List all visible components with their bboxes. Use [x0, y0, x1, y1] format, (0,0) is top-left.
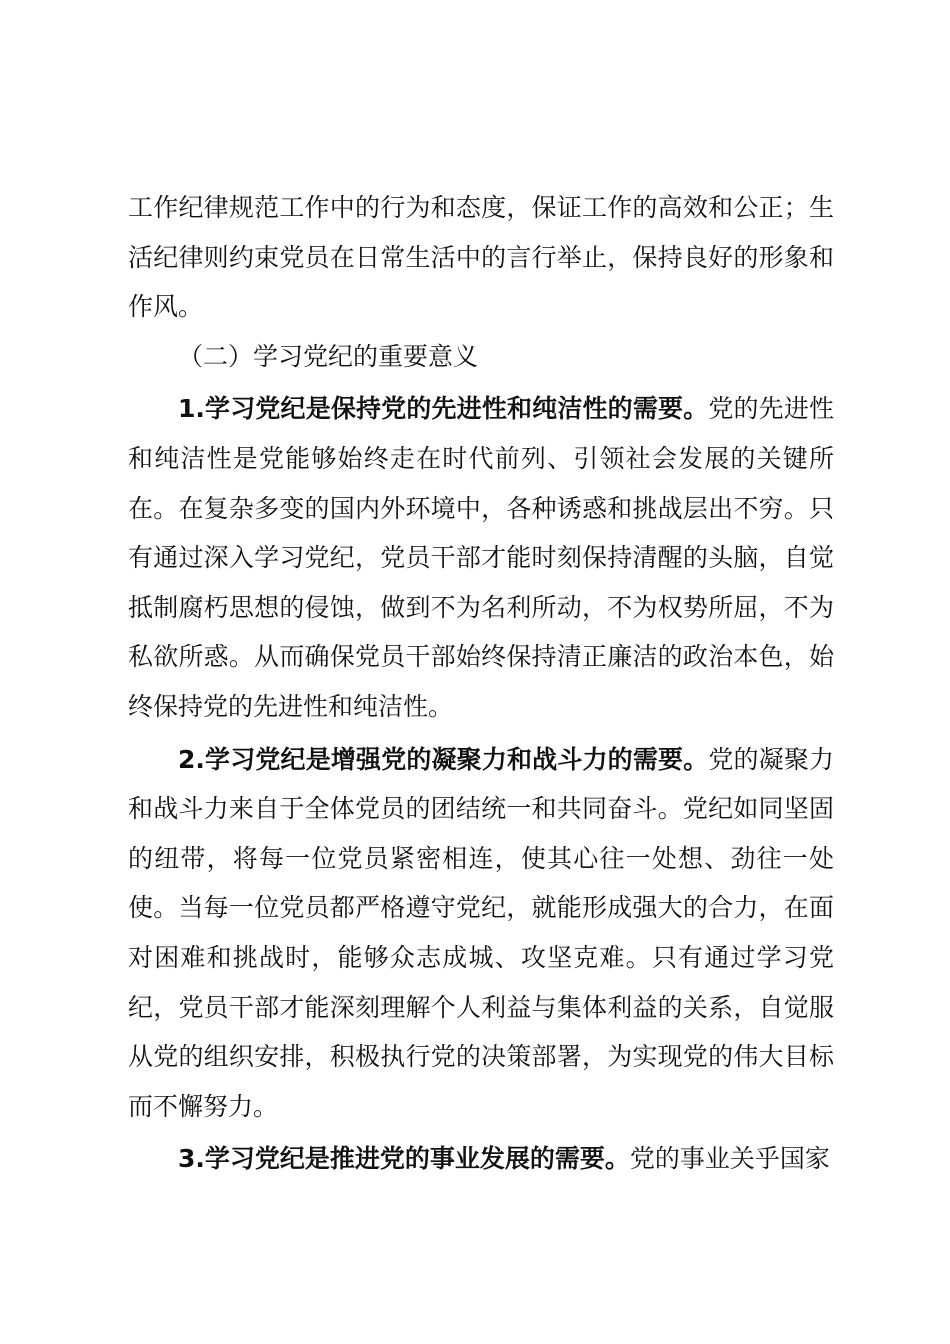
- paragraph-1-body: 党的先进性和纯洁性是党能够始终走在时代前列、引领社会发展的关键所在。在复杂多变的国内外环境中，各种诱惑和挑战层出不穷。只有通过深入学习党纪，党员干部才能时刻保持清醒的头脑，自觉抵制腐朽思想的侵蚀，做到不为名利所动，不为权势所屈，不为私欲所惑。从而确保党员干部始终保持清正廉洁的政治本色，始终保持党的先进性和纯洁性。: [128, 394, 834, 721]
- paragraph-2-body: 党的凝聚力和战斗力来自于全体党员的团结统一和共同奋斗。党纪如同坚固的纽带，将每一位党员紧密相连，使其心往一处想、劲往一处使。当每一位党员都严格遵守党纪，就能形成强大的合力，在面对困难和挑战时，能够众志成城、攻坚克难。只有通过学习党纪，党员干部才能深刻理解个人利益与集体利益的关系，自觉服从党的组织安排，积极执行党的决策部署，为实现党的伟大目标而不懈努力。: [128, 744, 834, 1121]
- document-page: [128, 183, 834, 1184]
- continuation-paragraph: 工作纪律规范工作中的行为和态度，保证工作的高效和公正；生活纪律则约束党员在日常生活中的言行举止，保持良好的形象和作风。: [128, 193, 834, 322]
- paragraph-2: [128, 735, 834, 1132]
- paragraph-3: [128, 1134, 834, 1184]
- section-heading: （二）学习党纪的重要意义: [178, 341, 479, 371]
- paragraph-3-body: 党的事业关乎国家: [629, 1144, 830, 1174]
- paragraph-1-lead: 1.学习党纪是保持党的先进性和纯洁性的需要。: [178, 394, 709, 424]
- paragraph-3-lead: 3.学习党纪是推进党的事业发展的需要。: [178, 1144, 630, 1174]
- paragraph-2-lead: 2.学习党纪是增强党的凝聚力和战斗力的需要。: [178, 744, 709, 774]
- paragraph-1: [128, 384, 834, 731]
